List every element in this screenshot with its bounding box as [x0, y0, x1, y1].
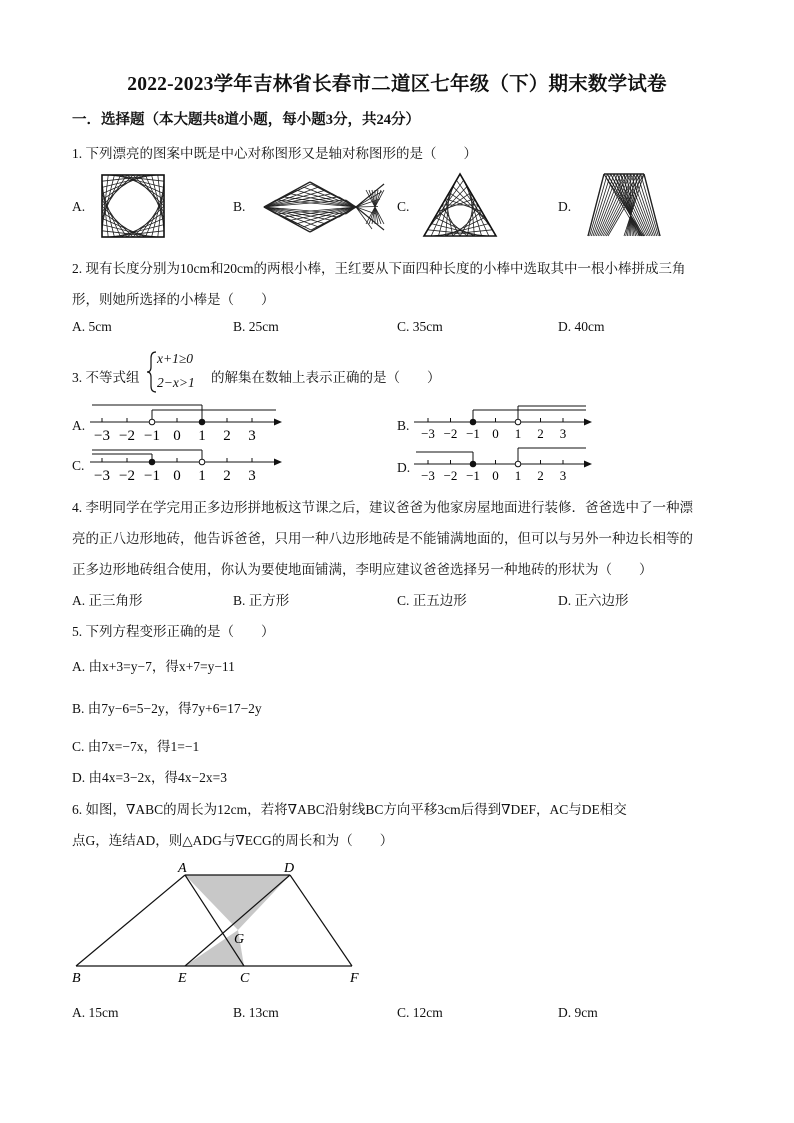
q4-option-b: B. 正方形 — [233, 593, 290, 608]
q5-option-a: A. 由x+3=y−7，得x+7=y−11 — [72, 659, 235, 674]
q6-option-d: D. 9cm — [558, 1005, 598, 1020]
q2-stem-line1: 2. 现有长度分别为10cm和20cm的两根小棒，王红要从下面四种长度的小棒中选取其中一根小棒拼成三角 — [72, 261, 686, 276]
svg-text:−2: −2 — [119, 468, 135, 484]
svg-text:3: 3 — [248, 428, 256, 444]
svg-text:2: 2 — [223, 468, 231, 484]
exam-title: 2022-2023学年吉林省长春市二道区七年级（下）期末数学试卷 — [127, 74, 667, 95]
q6-stem-line1: 6. 如图，∇ABC的周长为12cm，若将∇ABC沿射线BC方向平移3cm后得到∇DEF，AC与DE相交 — [72, 802, 627, 817]
segment-df — [290, 875, 352, 966]
q3-label-b: B. — [397, 418, 410, 433]
svg-text:−3: −3 — [94, 428, 110, 444]
shaded-triangle-adg — [185, 875, 290, 930]
point-label-c: C — [240, 971, 250, 986]
q3-numberline-c — [90, 446, 284, 484]
point-label-a: A — [178, 861, 187, 876]
point-label-g: G — [234, 932, 245, 947]
q4-stem-line1: 4. 李明同学在学完用正多边形拼地板这节课之后，建议爸爸为他家房屋地面进行装修．爸爸选中了一种漂 — [72, 500, 693, 515]
q2-option-a: A. 5cm — [72, 319, 112, 334]
svg-text:1: 1 — [198, 428, 206, 444]
q2-option-c: C. 35cm — [397, 319, 443, 334]
svg-text:3: 3 — [248, 468, 256, 484]
svg-text:−1: −1 — [144, 428, 160, 444]
svg-text:3: 3 — [559, 426, 567, 441]
svg-text:1: 1 — [198, 468, 206, 484]
q5-option-c: C. 由7x=−7x，得1=−1 — [72, 739, 200, 754]
svg-text:1: 1 — [514, 468, 522, 483]
q2-stem-line2: 形，则她所选择的小棒是（ ） — [72, 292, 275, 307]
q1-label-b: B. — [233, 199, 246, 214]
svg-text:3: 3 — [559, 468, 567, 483]
svg-text:2: 2 — [223, 428, 231, 444]
svg-text:−3: −3 — [94, 468, 110, 484]
segment-ab — [76, 875, 185, 966]
q3-inequality-1: x+1≥0 — [157, 351, 194, 366]
q5-option-b: B. 由7y−6=5−2y，得7y+6=17−2y — [72, 701, 262, 716]
section-heading: 一．选择题（本大题共8道小题，每小题3分，共24分） — [72, 112, 420, 128]
point-label-d: D — [284, 861, 295, 876]
svg-text:−1: −1 — [144, 468, 160, 484]
svg-text:0: 0 — [173, 468, 181, 484]
q3-numberline-b — [414, 402, 594, 444]
q2-option-d: D. 40cm — [558, 319, 605, 334]
q1-stem: 1. 下列漂亮的图案中既是中心对称图形又是轴对称图形的是（ ） — [72, 146, 477, 161]
q3-label-c: C. — [72, 458, 85, 473]
q2-option-b: B. 25cm — [233, 319, 279, 334]
svg-text:1: 1 — [514, 426, 522, 441]
q6-option-a: A. 15cm — [72, 1005, 119, 1020]
q5-stem: 5. 下列方程变形正确的是（ ） — [72, 624, 275, 639]
q6-translation-figure — [70, 858, 370, 986]
q1-label-c: C. — [397, 199, 410, 214]
svg-text:0: 0 — [492, 426, 499, 441]
svg-text:−3: −3 — [421, 468, 435, 483]
q3-numberline-d — [414, 444, 594, 484]
q1-figure-a — [100, 173, 166, 239]
svg-text:−2: −2 — [119, 428, 135, 444]
q4-stem-line3: 正多边形地砖组合使用，你认为要使地面铺满，李明应建议爸爸选择另一种地砖的形状为（ ） — [72, 562, 653, 577]
q4-option-d: D. 正六边形 — [558, 593, 629, 608]
q3-label-d: D. — [397, 460, 411, 475]
q1-label-a: A. — [72, 199, 86, 214]
q4-option-a: A. 正三角形 — [72, 593, 143, 608]
svg-text:0: 0 — [173, 428, 181, 444]
svg-text:2: 2 — [537, 426, 544, 441]
svg-text:2: 2 — [537, 468, 544, 483]
svg-text:0: 0 — [492, 468, 499, 483]
q4-stem-line2: 亮的正八边形地砖，他告诉爸爸，只用一种八边形地砖是不能铺满地面的，但可以与另外一种边长相等的 — [72, 531, 693, 546]
q1-label-d: D. — [558, 199, 572, 214]
point-label-e: E — [178, 971, 187, 986]
q4-option-c: C. 正五边形 — [397, 593, 467, 608]
q6-option-b: B. 13cm — [233, 1005, 279, 1020]
svg-text:−1: −1 — [466, 426, 480, 441]
q5-option-d: D. 由4x=3−2x，得4x−2x=3 — [72, 770, 227, 785]
q3-stem-tail: 的解集在数轴上表示正确的是（ ） — [211, 370, 441, 385]
point-label-f: F — [350, 971, 359, 986]
svg-text:−1: −1 — [466, 468, 480, 483]
point-label-b: B — [72, 971, 81, 986]
q1-figure-d — [586, 172, 662, 238]
svg-text:−2: −2 — [443, 468, 458, 483]
q3-inequality-2: 2−x>1 — [157, 375, 195, 390]
q1-figure-c — [422, 172, 498, 238]
q1-figure-b — [262, 180, 386, 234]
q3-numberline-a — [90, 400, 284, 444]
q6-option-c: C. 12cm — [397, 1005, 443, 1020]
svg-text:−2: −2 — [443, 426, 458, 441]
svg-text:−3: −3 — [421, 426, 435, 441]
q3-number: 3. 不等式组 — [72, 370, 140, 385]
q6-stem-line2: 点G，连结AD，则△ADG与∇ECG的周长和为（ ） — [72, 833, 394, 848]
q3-label-a: A. — [72, 418, 86, 433]
